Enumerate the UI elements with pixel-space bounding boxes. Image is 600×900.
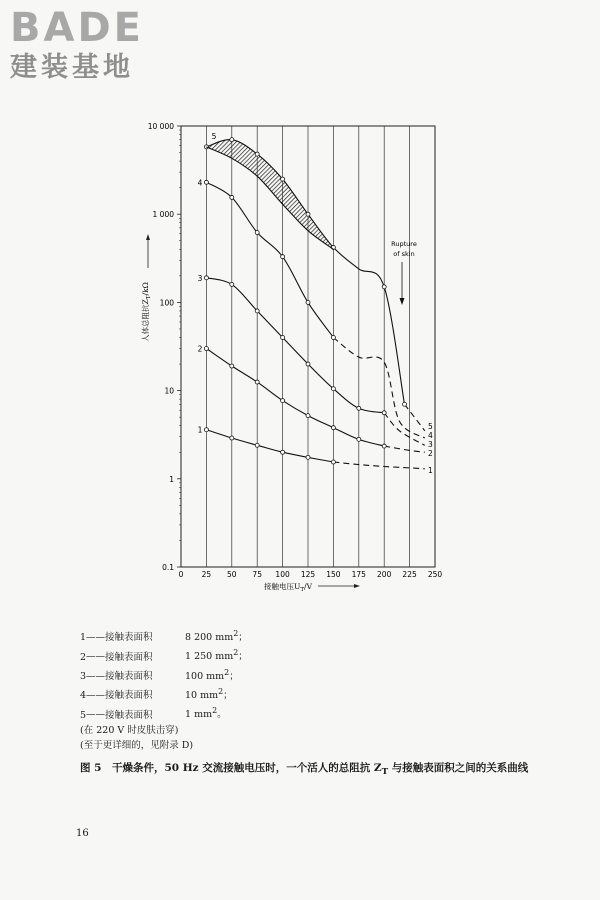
series-end-label: 4 (428, 431, 433, 440)
series-line (206, 140, 404, 405)
x-tick-label: 175 (351, 570, 366, 579)
y-axis-label: 人体总阻抗$Z_T/k\Omega$ (141, 282, 152, 342)
data-point (255, 380, 259, 384)
series-line (206, 278, 384, 413)
series-start-label: 1 (197, 425, 203, 435)
series-line-extrapolated (333, 338, 424, 439)
data-point (281, 399, 285, 403)
data-point (281, 255, 285, 259)
legend-note-rupture: (在 220 V 时皮肤击穿) (80, 724, 179, 736)
series-line-extrapolated (405, 404, 425, 431)
x-axis-arrowhead (354, 584, 360, 588)
series-line-extrapolated (384, 446, 425, 452)
data-point (331, 460, 335, 464)
annotation-arrowhead (400, 298, 405, 305)
x-tick-label: 250 (427, 570, 443, 579)
x-tick-label: 100 (275, 570, 290, 579)
data-point (331, 387, 335, 391)
series-end-label: 3 (428, 440, 433, 449)
page-number: 16 (76, 828, 89, 839)
x-axis-label: 接触电压$U_T/V$ (264, 582, 312, 593)
data-point (204, 347, 208, 351)
series-line (206, 182, 333, 337)
legend-item-3: 3——接触表面积 100 $mm^2$； (80, 667, 239, 682)
series-line (206, 430, 333, 462)
data-point (230, 436, 234, 440)
legend-item-2: 2——接触表面积 1 250 $mm^2$； (80, 648, 248, 663)
x-tick-label: 75 (252, 570, 262, 579)
data-point (357, 406, 361, 410)
series-line-extrapolated (333, 462, 424, 469)
data-point (403, 402, 407, 406)
series-line (206, 349, 384, 447)
data-point (306, 300, 310, 304)
x-tick-label: 150 (326, 570, 341, 579)
x-tick-label: 225 (402, 570, 417, 579)
y-tick-label: 1 000 (152, 210, 174, 220)
data-point (204, 276, 208, 280)
logo-subtitle: 建装基地 (10, 52, 134, 83)
data-point (382, 444, 386, 448)
series-end-label: 2 (428, 449, 433, 458)
data-point (204, 180, 208, 184)
data-point (306, 455, 310, 459)
series-start-label: 3 (197, 273, 203, 283)
x-tick-label: 50 (227, 570, 237, 579)
annotation-rupture-line1: Rupture (391, 240, 417, 248)
data-point (255, 443, 259, 447)
data-point (281, 335, 285, 339)
data-point (204, 428, 208, 432)
y-axis-arrowhead (146, 234, 150, 240)
series-end-label: 1 (428, 466, 433, 475)
data-point (331, 426, 335, 430)
y-tick-label: 10 000 (147, 122, 174, 131)
data-point (230, 282, 234, 286)
series-line-extrapolated (384, 413, 425, 446)
data-point (382, 285, 386, 289)
legend-note-appendix: (至于更详细的，见附录 D) (80, 740, 194, 751)
series-start-label: 2 (197, 344, 203, 354)
series-start-label: 5 (211, 131, 217, 141)
figure-caption: 图 5 干燥条件，50 Hz 交流接触电压时，一个活人的总阻抗 $Z_T$ 与接触表面积之间的关系曲线 (80, 762, 529, 778)
x-tick-label: 25 (201, 570, 212, 579)
data-point (357, 437, 361, 441)
legend (80, 626, 248, 753)
series-end-label: 5 (428, 422, 433, 431)
data-point (255, 309, 259, 313)
data-point (306, 362, 310, 366)
data-point (204, 145, 208, 149)
y-tick-label: 1 (169, 474, 174, 484)
data-point (382, 411, 386, 415)
y-tick-label: 10 (164, 386, 174, 396)
data-point (255, 231, 259, 235)
legend-item-4: 4——接触表面积 10 $mm^2$； (80, 687, 233, 702)
legend-item-1: 1——接触表面积 8 200 $mm^2$； (80, 629, 248, 644)
y-tick-label: 0.1 (162, 563, 174, 572)
data-point (230, 195, 234, 199)
hatched-band (206, 140, 333, 250)
x-tick-label: 0 (178, 570, 184, 579)
data-point (281, 177, 285, 181)
logo-wordmark: BADE (10, 5, 144, 51)
x-tick-label: 200 (377, 570, 392, 579)
data-point (306, 212, 310, 216)
data-point (281, 450, 285, 454)
y-tick-label: 100 (159, 298, 174, 308)
legend-item-5: 5——接触表面积 1 $mm^2$。 (80, 706, 227, 721)
data-point (306, 414, 310, 418)
data-point (331, 335, 335, 339)
x-tick-label: 125 (300, 570, 316, 579)
data-point (255, 152, 259, 156)
series-start-label: 4 (197, 178, 203, 188)
data-point (230, 138, 234, 142)
annotation-rupture-line2: of skin (393, 250, 415, 258)
data-point (230, 364, 234, 368)
